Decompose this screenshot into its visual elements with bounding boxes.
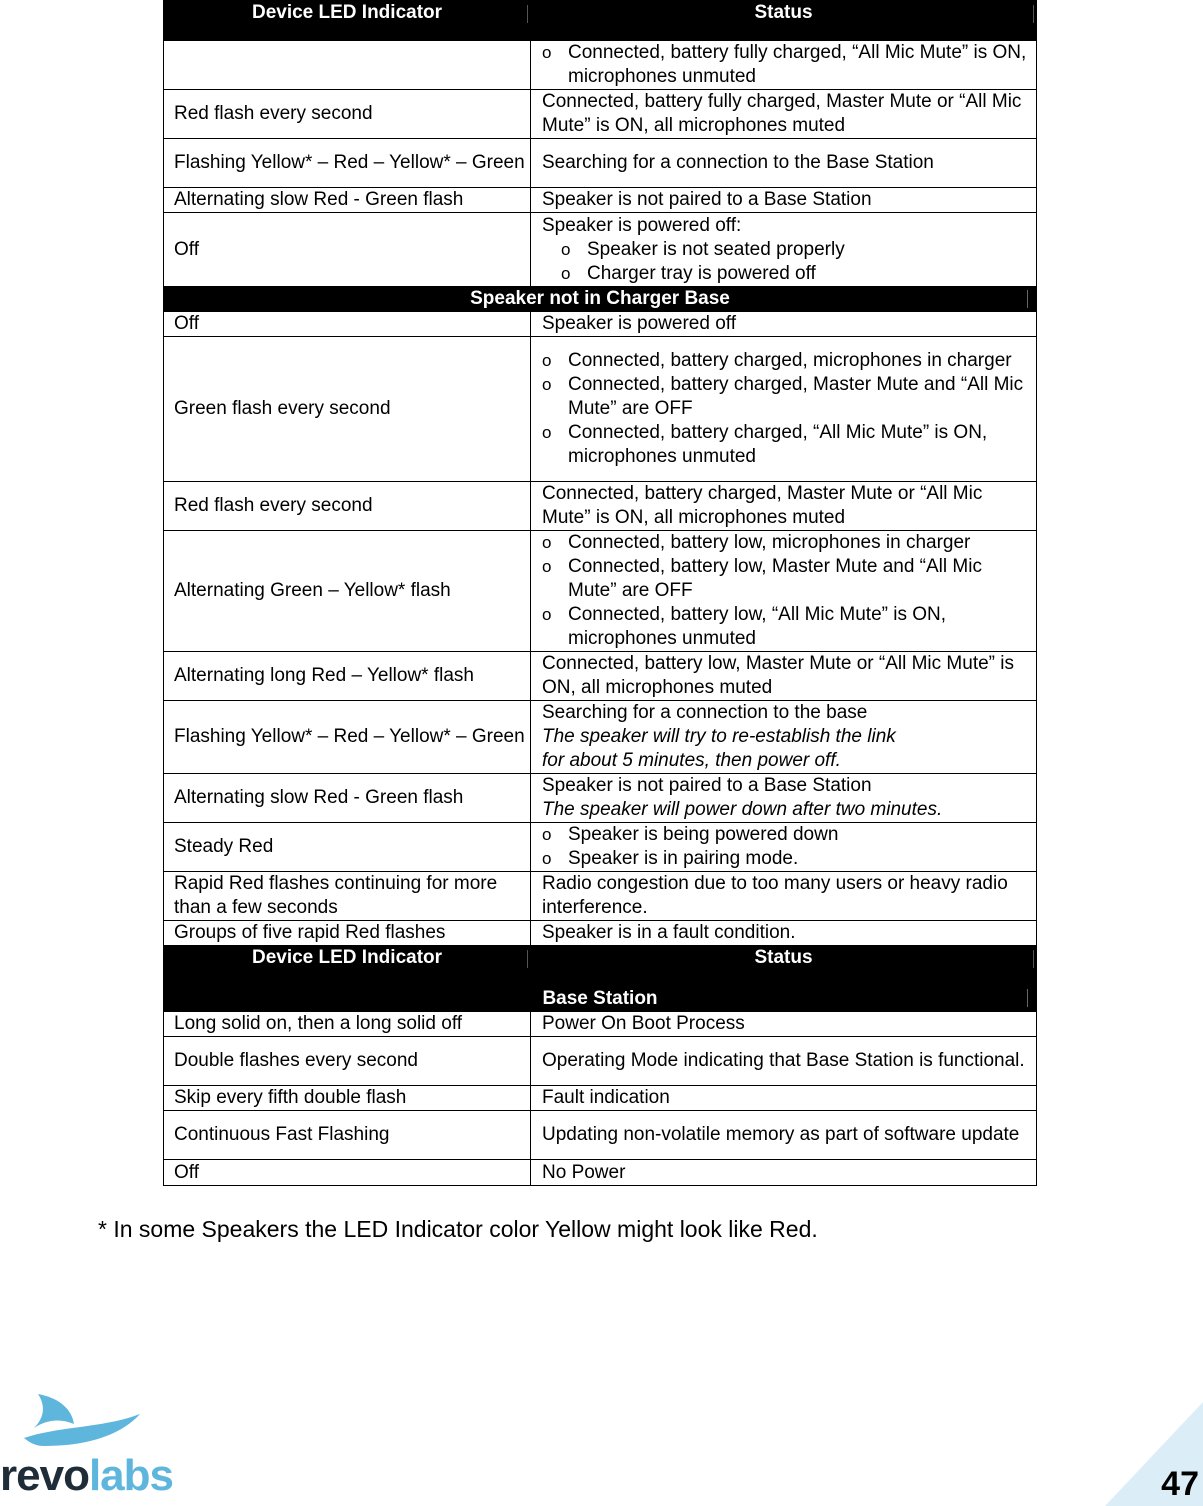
- footnote: * In some Speakers the LED Indicator color Yellow might look like Red.: [98, 1216, 818, 1242]
- status-cell: Updating non-volatile memory as part of software update: [531, 1111, 1037, 1160]
- led-status-table: [163, 0, 1037, 1186]
- status-bullet: o Speaker is being powered down: [542, 823, 1034, 847]
- status-cell: [531, 41, 1037, 90]
- status-cell: Operating Mode indicating that Base Station is functional.: [531, 1037, 1037, 1086]
- indicator-cell: Skip every fifth double flash: [164, 1086, 531, 1111]
- table-row: [164, 1111, 1037, 1160]
- indicator-cell: Alternating slow Red - Green flash: [164, 774, 531, 823]
- header-device-led-indicator: Device LED Indicator: [164, 1, 531, 41]
- table-row: [164, 41, 1037, 90]
- table-row: [164, 701, 1037, 774]
- status-cell: [531, 531, 1037, 652]
- indicator-cell: Alternating slow Red - Green flash: [164, 188, 531, 213]
- indicator-cell: Double flashes every second: [164, 1037, 531, 1086]
- table-row: [164, 337, 1037, 482]
- status-bullet: o Connected, battery charged, “All Mic Mute” is ON, microphones unmuted: [542, 421, 1034, 469]
- status-cell: Speaker is not paired to a Base Station: [531, 188, 1037, 213]
- status-cell: Searching for a connection to the Base Station: [531, 139, 1037, 188]
- indicator-cell: Groups of five rapid Red flashes: [164, 921, 531, 946]
- indicator-cell: Red flash every second: [164, 482, 531, 531]
- status-bullet: o Connected, battery charged, microphones in charger: [542, 349, 1034, 373]
- status-cell: [531, 774, 1037, 823]
- status-cell: Connected, battery charged, Master Mute or “All Mic Mute” is ON, all microphones muted: [531, 482, 1037, 531]
- table-header-row-base: [164, 946, 1037, 986]
- indicator-cell: Flashing Yellow* – Red – Yellow* – Green: [164, 139, 531, 188]
- status-cell: [531, 701, 1037, 774]
- table-row: [164, 312, 1037, 337]
- indicator-cell: Rapid Red flashes continuing for more than a few seconds: [164, 872, 531, 921]
- status-cell: [531, 337, 1037, 482]
- header-device-led-indicator: Device LED Indicator: [164, 946, 531, 986]
- status-bullet: o Connected, battery low, microphones in charger: [542, 531, 1034, 555]
- section-row-base-station: [164, 986, 1037, 1012]
- table-row: [164, 1012, 1037, 1037]
- indicator-cell: Red flash every second: [164, 90, 531, 139]
- status-cell: No Power: [531, 1160, 1037, 1186]
- table-row: [164, 1086, 1037, 1111]
- section-row-not-in-charger: [164, 287, 1037, 312]
- indicator-cell: Continuous Fast Flashing: [164, 1111, 531, 1160]
- indicator-cell: [164, 41, 531, 90]
- table-row: [164, 921, 1037, 946]
- status-cell: Speaker is in a fault condition.: [531, 921, 1037, 946]
- table-row: [164, 188, 1037, 213]
- table-row: [164, 139, 1037, 188]
- status-note: The speaker will power down after two minutes.: [542, 799, 943, 820]
- indicator-cell: Off: [164, 213, 531, 287]
- indicator-cell: Alternating long Red – Yellow* flash: [164, 652, 531, 701]
- table-row: [164, 774, 1037, 823]
- table-row: [164, 213, 1037, 287]
- status-note: for about 5 minutes, then power off.: [542, 750, 841, 771]
- status-cell: Connected, battery low, Master Mute or “All Mic Mute” is ON, all microphones muted: [531, 652, 1037, 701]
- table-row: [164, 531, 1037, 652]
- logo-part-labs: labs: [88, 1451, 173, 1500]
- table-row: [164, 1160, 1037, 1186]
- status-cell: Power On Boot Process: [531, 1012, 1037, 1037]
- status-bullet: o Speaker is not seated properly: [542, 238, 1034, 262]
- status-bullet: o Connected, battery low, Master Mute and “All Mic Mute” are OFF: [542, 555, 1034, 603]
- indicator-cell: Alternating Green – Yellow* flash: [164, 531, 531, 652]
- indicator-cell: Off: [164, 1160, 531, 1186]
- status-text: Searching for a connection to the base: [542, 702, 868, 723]
- revolabs-logo: [0, 1448, 173, 1504]
- status-bullet: o Connected, battery fully charged, “All Mic Mute” is ON, microphones unmuted: [542, 41, 1034, 89]
- table-row: [164, 482, 1037, 531]
- status-text: Speaker is not paired to a Base Station: [542, 775, 872, 796]
- indicator-cell: Long solid on, then a long solid off: [164, 1012, 531, 1037]
- indicator-cell: Steady Red: [164, 823, 531, 872]
- status-cell: Connected, battery fully charged, Master Mute or “All Mic Mute” is ON, all microphones muted: [531, 90, 1037, 139]
- status-note: The speaker will try to re-establish the link: [542, 726, 896, 747]
- section-title: Speaker not in Charger Base: [164, 287, 1037, 312]
- indicator-cell: Off: [164, 312, 531, 337]
- status-bullet: o Connected, battery charged, Master Mute and “All Mic Mute” are OFF: [542, 373, 1034, 421]
- table-row: [164, 90, 1037, 139]
- status-cell: Radio congestion due to too many users or heavy radio interference.: [531, 872, 1037, 921]
- status-bullet: o Speaker is in pairing mode.: [542, 847, 1034, 871]
- table-header-row: [164, 1, 1037, 41]
- header-status: Status: [531, 946, 1037, 986]
- status-cell: [531, 823, 1037, 872]
- status-bullet: o Charger tray is powered off: [542, 262, 1034, 286]
- page-number: 47: [1161, 1465, 1199, 1503]
- status-cell: Fault indication: [531, 1086, 1037, 1111]
- table-row: [164, 652, 1037, 701]
- status-text: Speaker is powered off:: [542, 214, 742, 236]
- indicator-cell: Green flash every second: [164, 337, 531, 482]
- table-row: [164, 823, 1037, 872]
- section-title: Base Station: [164, 986, 1037, 1012]
- table-row: [164, 1037, 1037, 1086]
- table-row: [164, 872, 1037, 921]
- status-bullet: o Connected, battery low, “All Mic Mute” is ON, microphones unmuted: [542, 603, 1034, 651]
- status-cell: Speaker is powered off: [531, 312, 1037, 337]
- indicator-cell: Flashing Yellow* – Red – Yellow* – Green: [164, 701, 531, 774]
- header-status: Status: [531, 1, 1037, 41]
- status-cell: [531, 213, 1037, 287]
- logo-part-revo: revo: [0, 1451, 89, 1500]
